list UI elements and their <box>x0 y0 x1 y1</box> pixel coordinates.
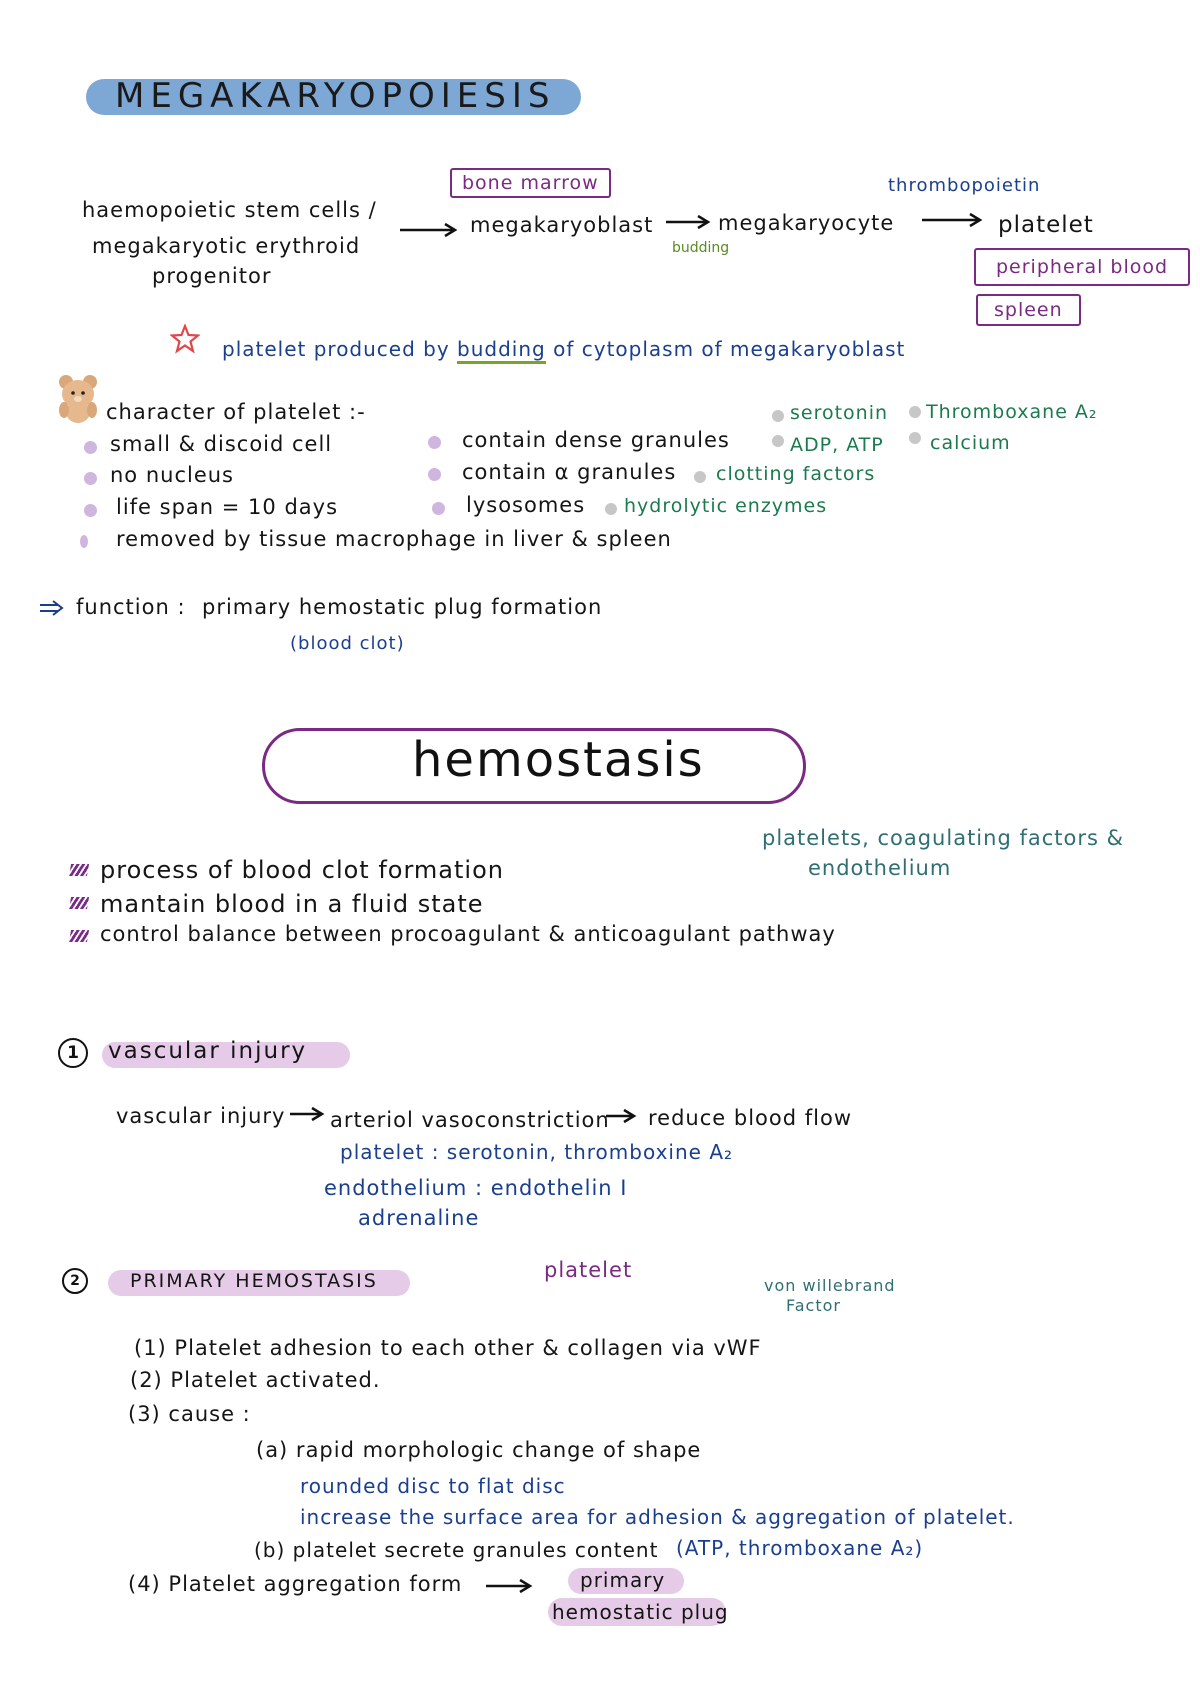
list-bullet-icon <box>909 406 921 418</box>
primary-platelet-label: platelet <box>544 1258 633 1282</box>
star-note-pre: platelet produced by <box>222 337 458 361</box>
primary-step: (3) cause : <box>128 1402 251 1426</box>
plug-label-1: primary <box>580 1568 666 1592</box>
arrow-icon <box>288 1106 328 1122</box>
arrow-icon <box>664 214 714 230</box>
primary-step: (2) Platelet activated. <box>130 1368 381 1392</box>
platelet-label: platelet <box>998 212 1094 238</box>
primary-step: (1) Platelet adhesion to each other & collagen via vWF <box>134 1336 762 1360</box>
source-line-2: megakaryotic erythroid <box>92 234 361 258</box>
hemo-side-note-2: endothelium <box>808 856 952 880</box>
double-arrow-icon <box>38 600 66 616</box>
arrow-icon <box>398 222 460 238</box>
granule-item: calcium <box>930 432 1011 454</box>
star-note-budding: budding <box>457 337 546 364</box>
primary-step-note: (ATP, thromboxane A₂) <box>676 1536 924 1560</box>
spleen-box: spleen <box>976 294 1081 326</box>
list-bullet-icon <box>428 436 441 449</box>
source-line-3: progenitor <box>152 264 272 288</box>
list-bullet-icon <box>772 435 784 447</box>
star-icon <box>170 324 200 354</box>
peripheral-blood-box: peripheral blood <box>974 248 1190 286</box>
list-item: contain dense granules <box>462 428 730 452</box>
vascular-endo-line: endothelium : endothelin I <box>324 1176 628 1200</box>
vascular-adrenaline: adrenaline <box>358 1206 480 1230</box>
star-note <box>222 337 905 361</box>
primary-step-note: increase the surface area for adhesion & aggregation of platelet. <box>300 1505 1015 1529</box>
arrow-icon <box>920 212 986 228</box>
list-bullet-icon <box>84 504 97 517</box>
flow-step: reduce blood flow <box>648 1106 852 1130</box>
list-bullet-icon <box>432 502 445 515</box>
primary-step: (4) Platelet aggregation form <box>128 1572 463 1596</box>
granule-item: Thromboxane A₂ <box>926 401 1098 423</box>
function-text: primary hemostatic plug formation <box>202 595 603 619</box>
granule-item: clotting factors <box>716 463 876 485</box>
list-item: small & discoid cell <box>110 432 333 456</box>
bone-marrow-box: bone marrow <box>450 168 611 198</box>
star-note-post: of cytoplasm of megakaryoblast <box>545 337 906 361</box>
list-bullet-icon <box>605 503 617 515</box>
flow-step: arteriol vasoconstriction <box>330 1108 610 1132</box>
hemo-bullet: process of blood clot formation <box>100 856 504 884</box>
list-bullet-icon <box>428 468 441 481</box>
hemo-bullet: mantain blood in a fluid state <box>100 890 484 918</box>
section-number-2: 2 <box>62 1268 88 1294</box>
list-item: contain α granules <box>462 460 677 484</box>
list-bullet-icon <box>80 535 88 548</box>
vwf-note-2: Factor <box>786 1296 841 1315</box>
bear-sticker-icon <box>54 372 102 424</box>
list-bullet-icon <box>772 410 784 422</box>
list-item: removed by tissue macrophage in liver & spleen <box>116 527 672 551</box>
primary-heading: PRIMARY HEMOSTASIS <box>130 1270 378 1292</box>
arrow-icon <box>604 1108 640 1124</box>
granule-item: serotonin <box>790 402 889 424</box>
primary-step-sub: (a) rapid morphologic change of shape <box>256 1438 702 1462</box>
flow-step: vascular injury <box>116 1104 286 1128</box>
list-item: lysosomes <box>466 493 586 517</box>
vwf-note-1: von willebrand <box>764 1276 896 1295</box>
vascular-heading: vascular injury <box>108 1038 308 1064</box>
hemo-side-note-1: platelets, coagulating factors & <box>762 826 1124 850</box>
function-sub: (blood clot) <box>290 633 405 654</box>
list-item: no nucleus <box>110 463 235 487</box>
thrombopoietin-label: thrombopoietin <box>888 175 1041 196</box>
budding-label: budding <box>672 240 730 256</box>
list-item: life span = 10 days <box>116 495 339 519</box>
primary-step-note: rounded disc to flat disc <box>300 1474 566 1498</box>
list-bullet-icon <box>84 441 97 454</box>
granule-item: hydrolytic enzymes <box>624 495 828 517</box>
list-bullet-icon <box>84 472 97 485</box>
primary-step-sub: (b) platelet secrete granules content <box>254 1538 659 1562</box>
function-label: function : <box>76 595 186 619</box>
granule-item: ADP, ATP <box>790 434 884 456</box>
source-line-1: haemopoietic stem cells / <box>82 198 377 222</box>
marker-bullet-icon <box>69 897 89 909</box>
plug-label-2: hemostatic plug <box>552 1600 729 1624</box>
character-heading: character of platelet :- <box>106 400 366 424</box>
arrow-icon <box>484 1578 536 1594</box>
megakaryocyte-label: megakaryocyte <box>718 211 895 235</box>
hemostasis-title: hemostasis <box>412 732 705 788</box>
marker-bullet-icon <box>69 930 89 942</box>
vascular-platelet-line: platelet : serotonin, thromboxine A₂ <box>340 1140 734 1164</box>
page-title: MEGAKARYOPOIESIS <box>115 76 556 116</box>
section-number-1: 1 <box>58 1038 88 1068</box>
hemo-bullet: control balance between procoagulant & anticoagulant pathway <box>100 922 836 946</box>
list-bullet-icon <box>909 432 921 444</box>
list-bullet-icon <box>694 471 706 483</box>
marker-bullet-icon <box>69 864 89 876</box>
megakaryoblast-label: megakaryoblast <box>470 213 654 237</box>
